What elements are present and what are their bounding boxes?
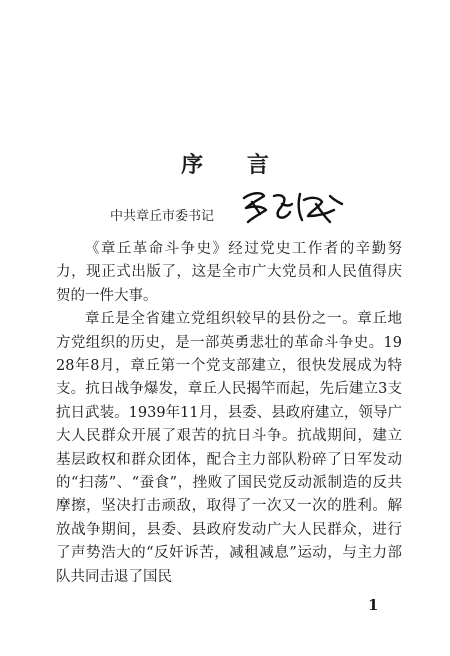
author-byline: 中共章丘市委书记	[110, 209, 215, 224]
page-title: 序 言	[181, 153, 287, 178]
page-number: 1	[368, 596, 379, 614]
paragraph: 章丘是全省建立党组织较早的县份之一。章丘地方党组织的历史，是一部英勇悲壮的革命斗争史。1928年8月，章丘第一个党支部建立，很快发展成为特支。抗日战争爆发，章丘人民揭竿而起，先后建立3支抗日武装。1939年11月，县委、县政府建立，领导广大人民群众开展了艰苦的抗日斗争。抗战期间，建立基层政权和群众团体，配合主力部队粉碎了日军发动的“扫荡”、“蚕食”，挫败了国民党反动派制造的反共摩擦，坚决打击顽敌，取得了一次又一次的胜利。解放战争期间，县委、县政府发动广大人民群众，进行了声势浩大的“反奸诉苦，减租减息”运动，与主力部队共同击退了国民	[56, 311, 402, 585]
handwritten-signature	[238, 186, 348, 226]
preface-body	[56, 238, 402, 589]
paragraph: 《章丘革命斗争史》经过党史工作者的辛勤努力，现正式出版了，这是全市广大党员和人民值得庆贺的一件大事。	[56, 241, 402, 304]
